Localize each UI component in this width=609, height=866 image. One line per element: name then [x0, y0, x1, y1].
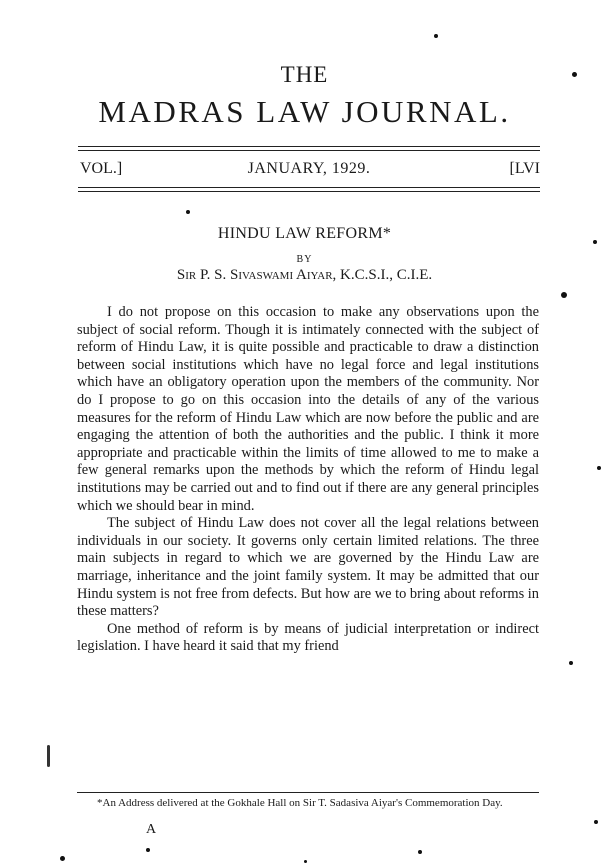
scan-speck	[597, 466, 601, 470]
signature-mark: A	[146, 822, 157, 837]
byline-by: BY	[296, 254, 313, 265]
scan-speck	[572, 72, 577, 77]
scan-speck	[146, 848, 150, 852]
body-paragraph: The subject of Hindu Law does not cover all the legal relations between individuals in our society. It governs only certain limited relations. The three main subjects in regard to which we are governed by the Hindu Law are marriage, inheritance and the joint family system. It may be admitted that our Hindu system is not free from defects. But how are we to bring about reforms in these matters?	[77, 515, 539, 620]
scan-speck	[304, 860, 307, 863]
footnote-rule	[77, 792, 539, 793]
scan-speck	[561, 292, 567, 298]
footnote: *An Address delivered at the Gokhale Hall on Sir T. Sadasiva Aiyar's Commemoration Day.	[97, 797, 503, 809]
masthead-the: THE	[280, 62, 329, 87]
scan-speck	[594, 820, 598, 824]
issue-volume: VOL.]	[80, 160, 123, 177]
scan-mark	[47, 745, 50, 767]
masthead-rule	[78, 150, 540, 151]
article-title: HINDU LAW REFORM*	[217, 225, 392, 242]
article-body	[77, 304, 539, 656]
scan-speck	[593, 240, 597, 244]
scan-speck	[186, 210, 190, 214]
scan-speck	[60, 856, 65, 861]
body-paragraph: One method of reform is by means of judicial interpretation or indirect legislation. I have heard it said that my friend	[77, 620, 539, 655]
issue-rule	[78, 191, 540, 192]
issue-rule	[78, 187, 540, 188]
scan-speck	[418, 850, 422, 854]
issue-number: [LVI	[509, 160, 540, 177]
body-paragraph: I do not propose on this occasion to make any observations upon the subject of social reform. Though it is intimately connected with the subject of reform of Hindu Law, it is quite possible and practicable to draw a distinction between social institutions which have no legal force and legal institutions which have an obligatory operation upon the members of the community. Nor do I propose to go on this occasion into the details of any of the various measures for the reform of Hindu Law which are now before the public and are engaging the attention of both the authorities and the public. I think it more appropriate and practicable within the limits of time allowed to me to make a few general remarks upon the methods by which the reform of Hindu legal institutions may be carried out and to find out if there are any general principles which we should bear in mind.	[77, 304, 539, 514]
issue-line	[78, 160, 540, 182]
scan-speck	[569, 661, 573, 665]
journal-title: MADRAS LAW JOURNAL.	[98, 94, 511, 129]
article-author: Sir P. S. Sivaswami Aiyar, K.C.S.I., C.I.E.	[176, 267, 433, 283]
masthead-rule	[78, 146, 540, 147]
issue-date: JANUARY, 1929.	[247, 160, 371, 177]
scan-speck	[434, 34, 438, 38]
